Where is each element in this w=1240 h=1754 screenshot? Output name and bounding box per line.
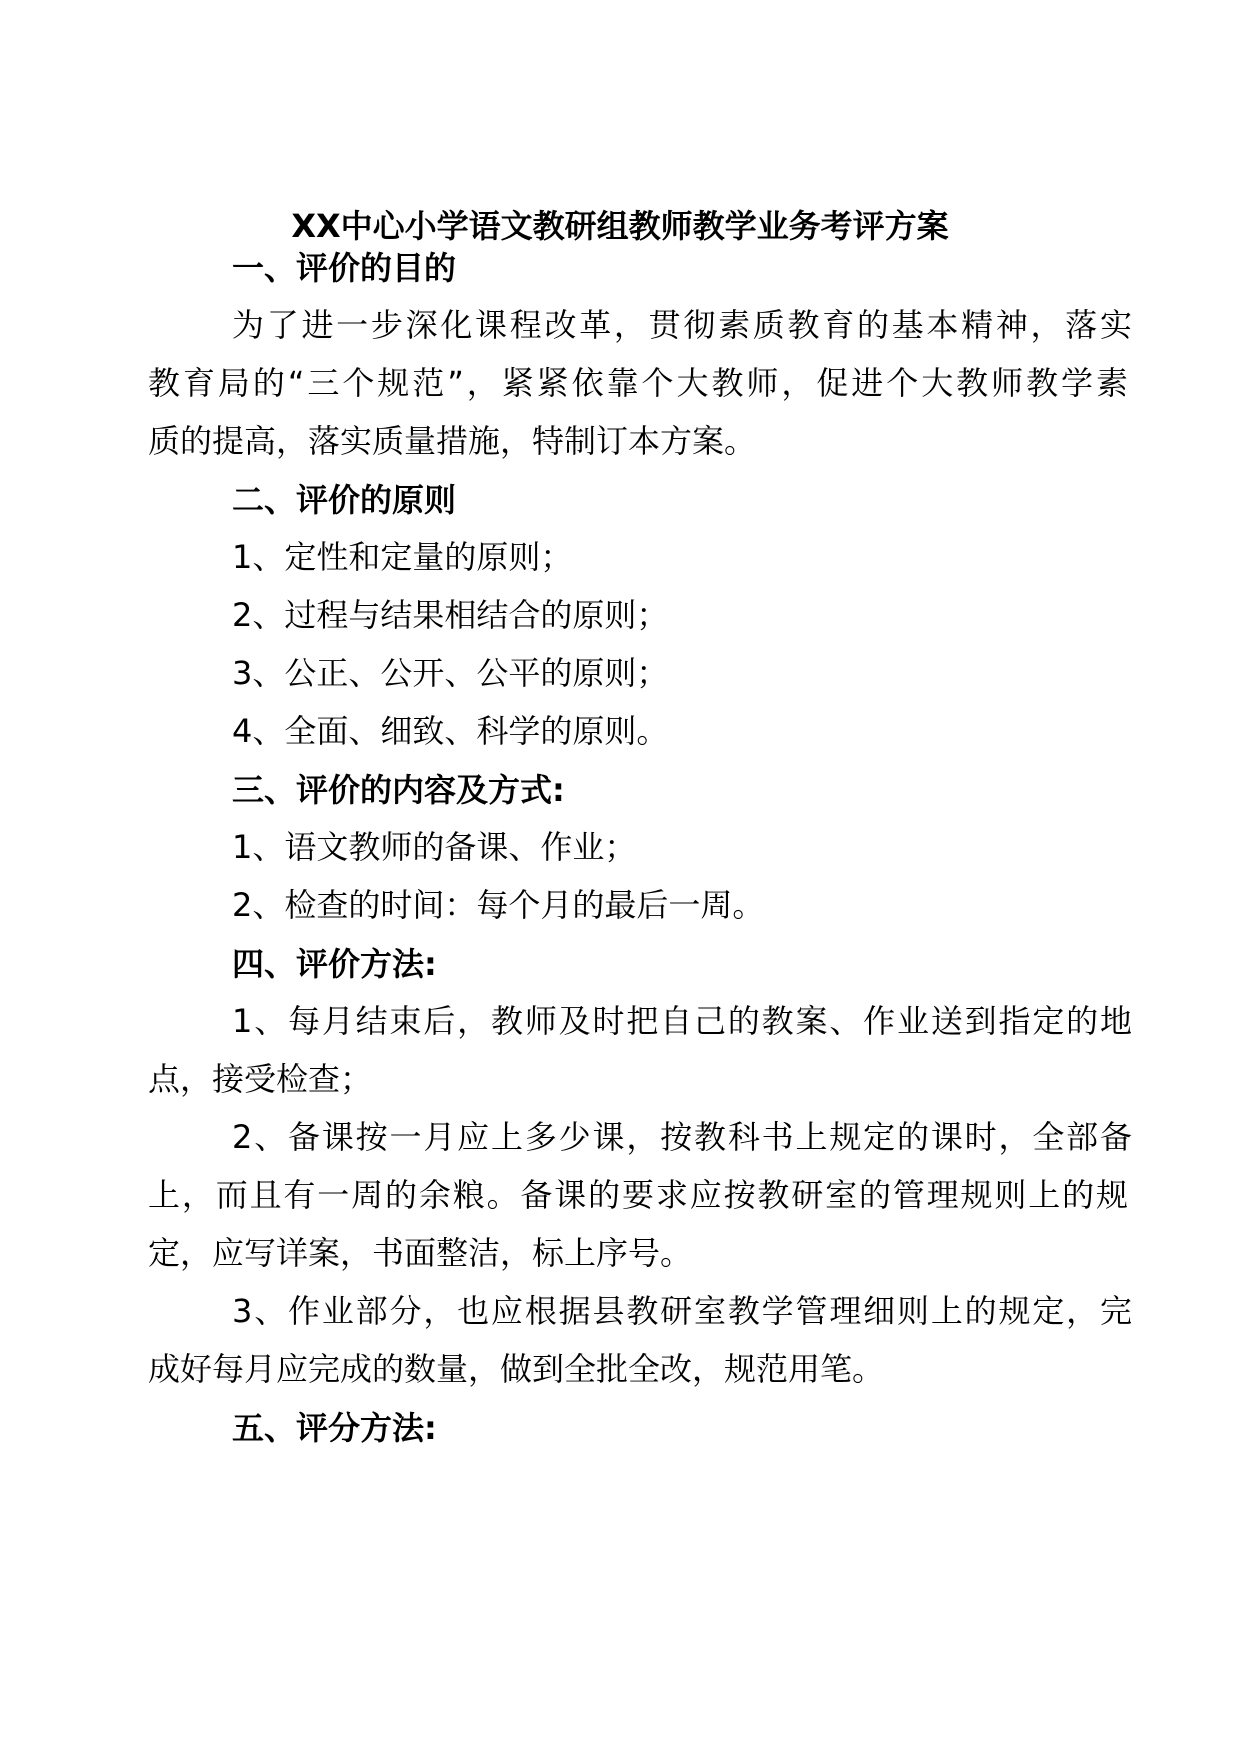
section-heading-content: 三、评价的内容及方式: — [232, 771, 565, 809]
section-heading-scoring: 五、评分方法: — [232, 1409, 437, 1447]
paragraph-line: 为了进一步深化课程改革，贯彻素质教育的基本精神，落实 — [232, 306, 1132, 344]
list-item: 1、定性和定量的原则； — [232, 538, 573, 576]
paragraph-line: 2、备课按一月应上多少课，按教科书上规定的课时，全部备 — [232, 1118, 1132, 1156]
paragraph-line: 成好每月应完成的数量，做到全批全改，规范用笔。 — [148, 1350, 885, 1388]
section-heading-purpose: 一、评价的目的 — [232, 249, 457, 287]
paragraph-line: 3、作业部分，也应根据县教研室教学管理细则上的规定，完 — [232, 1292, 1132, 1330]
list-item: 2、过程与结果相结合的原则； — [232, 596, 669, 634]
list-item: 2、检查的时间：每个月的最后一周。 — [232, 886, 765, 924]
paragraph-line: 点，接受检查； — [148, 1060, 373, 1098]
list-item: 3、公正、公开、公平的原则； — [232, 654, 669, 692]
paragraph-line: 1、每月结束后，教师及时把自己的教案、作业送到指定的地 — [232, 1002, 1132, 1040]
paragraph-line: 教育局的“三个规范”，紧紧依靠个大教师，促进个大教师教学素 — [148, 364, 1128, 402]
paragraph-line: 上，而且有一周的余粮。备课的要求应按教研室的管理规则上的规 — [148, 1176, 1128, 1214]
paragraph-line: 定，应写详案，书面整洁，标上序号。 — [148, 1234, 693, 1272]
paragraph-line: 质的提高，落实质量措施，特制订本方案。 — [148, 422, 757, 460]
section-heading-method: 四、评价方法: — [232, 945, 437, 983]
list-item: 4、全面、细致、科学的原则。 — [232, 712, 669, 750]
document-title: XX中心小学语文教研组教师教学业务考评方案 — [291, 207, 949, 245]
section-heading-principles: 二、评价的原则 — [232, 481, 457, 519]
list-item: 1、语文教师的备课、作业； — [232, 828, 637, 866]
